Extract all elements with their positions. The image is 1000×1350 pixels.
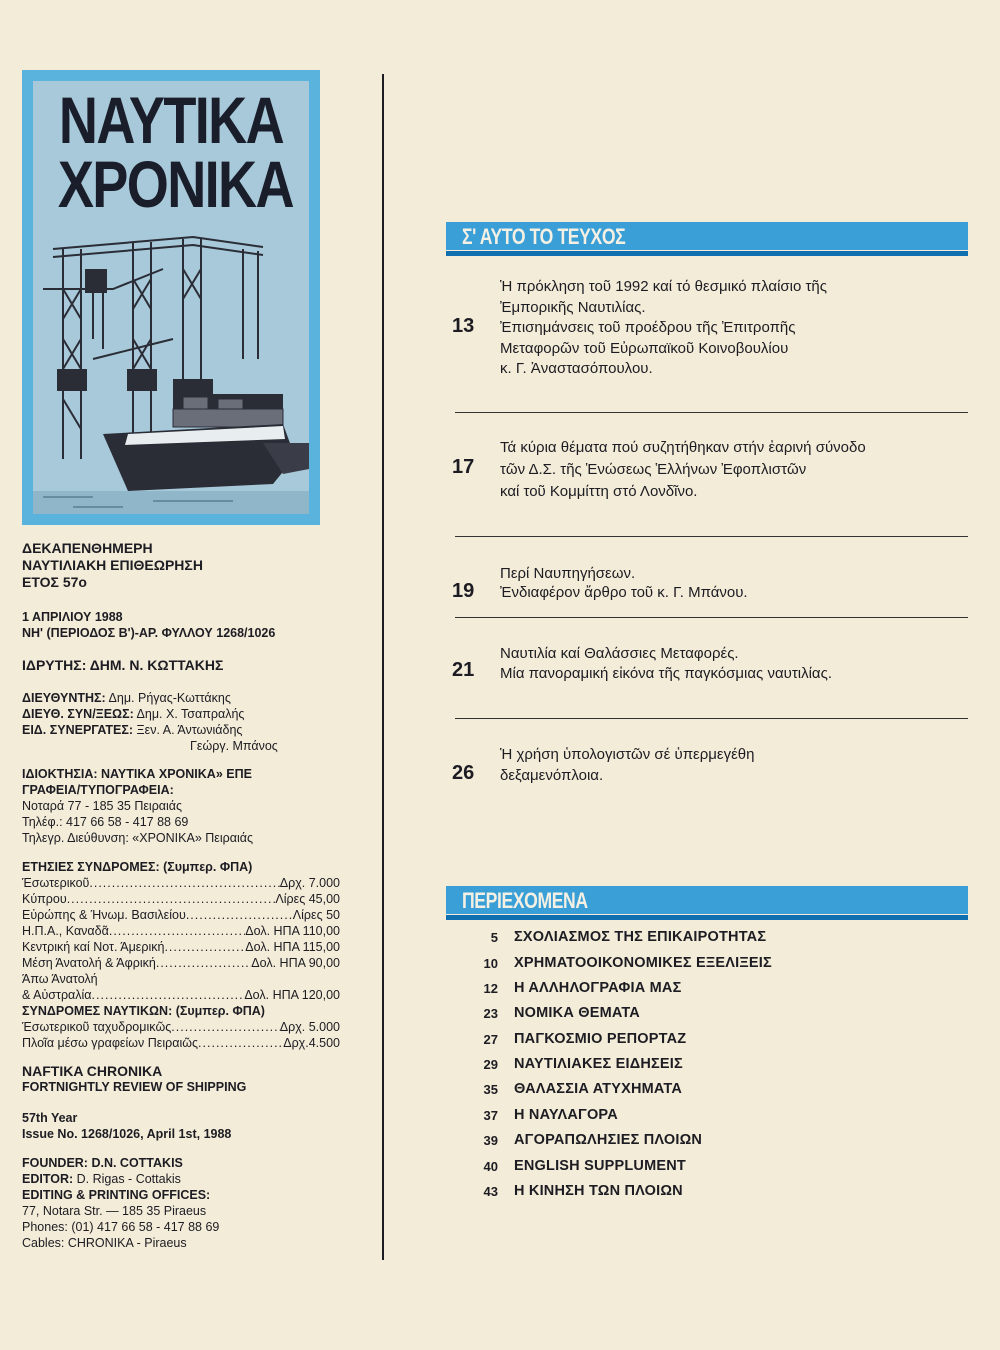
- pub-year: ΕΤΟΣ 57ο: [22, 574, 87, 590]
- english-cables: Cables: CHRONIKA - Piraeus: [22, 1236, 187, 1250]
- article-page-19: 19: [452, 580, 475, 602]
- contents-item: ΠΑΓΚΟΣΜΙΟ ΡΕΠΟΡΤΑΖ: [514, 1031, 687, 1047]
- contents-page: 10: [483, 956, 498, 971]
- contents-item: Η ΑΛΛΗΛΟΓΡΑΦΙΑ ΜΑΣ: [514, 980, 682, 996]
- owner: ΙΔΙΟΚΤΗΣΙΑ: ΝΑΥΤΙΚΑ ΧΡΟΝΙΚΑ» ΕΠΕ: [22, 767, 252, 781]
- article-page-13: 13: [452, 315, 475, 337]
- contents-page: 39: [483, 1133, 498, 1148]
- article-line: Ἡ πρόκληση τοῦ 1992 καί τό θεσμικό πλαίσιο τῆς: [500, 278, 827, 295]
- staff-director: ΔΙΕΥΘΥΝΤΗΣ: Δημ. Ρήγας-Κωττάκης: [22, 691, 231, 705]
- contents-page: 43: [483, 1184, 498, 1199]
- article-line: Ἐνδιαφέρον ἄρθρο τοῦ κ. Γ. Μπάνου.: [500, 584, 748, 601]
- article-line: Ἐπισημάνσεις τοῦ προέδρου τῆς Ἐπιτροπῆς: [500, 319, 796, 336]
- contents-page: 23: [483, 1006, 498, 1021]
- contents-item: ΘΑΛΑΣΣΙΑ ΑΤΥΧΗΜΑΤΑ: [514, 1081, 683, 1097]
- article-page-17: 17: [452, 456, 475, 478]
- article-line: καί τοῦ Κομμίττη στό Λονδῖνο.: [500, 483, 698, 500]
- contents-item: Η ΝΑΥΛΑΓΟΡΑ: [514, 1107, 618, 1123]
- rate-row-far-east: & Αὐστραλία ..... Δολ. ΗΠΑ 120,00: [22, 988, 340, 1003]
- contents-item: ΑΓΟΡΑΠΩΛΗΣΙΕΣ ΠΛΟΙΩΝ: [514, 1132, 703, 1148]
- subscriptions-title: ΕΤΗΣΙΕΣ ΣΥΝΔΡΟΜΕΣ: (Συμπερ. ΦΠΑ): [22, 860, 253, 874]
- article-separator: [455, 617, 968, 618]
- pub-issue: ΝΗ' (ΠΕΡΙΟΔΟΣ Β')-ΑΡ. ΦΥΛΛΟΥ 1268/1026: [22, 626, 276, 640]
- address: Νοταρά 77 - 185 35 Πειραιάς: [22, 799, 183, 813]
- english-issue: Issue No. 1268/1026, April 1st, 1988: [22, 1127, 232, 1141]
- masthead-line-1: ΝΑΥΤΙΚΑ: [58, 83, 284, 157]
- article-line: Ἡ χρήση ὑπολογιστῶν σέ ὑπερμεγέθη: [500, 746, 755, 763]
- staff-contrib: ΕΙΔ. ΣΥΝΕΡΓΑΤΕΣ: Ξεν. Α. Άντωνιάδης: [22, 723, 243, 737]
- rate-row: Μέση Άνατολή & Άφρική ..... Δολ. ΗΠΑ 90,00: [22, 956, 340, 971]
- article-line: Τά κύρια θέματα πού συζητήθηκαν στήν ἐαρινή σύνοδο: [500, 439, 866, 456]
- in-this-issue-heading-bar: [446, 222, 968, 250]
- contents-page: 37: [483, 1108, 498, 1123]
- contents-item: ΝΑΥΤΙΛΙΑΚΕΣ ΕΙΔΗΣΕΙΣ: [514, 1056, 683, 1072]
- contents-page: 27: [483, 1032, 498, 1047]
- offices: ΓΡΑΦΕΙΑ/ΤΥΠΟΓΡΑΦΕΙΑ:: [22, 783, 174, 797]
- article-line: Περί Ναυπηγήσεων.: [500, 565, 636, 582]
- contents-item: ΧΡΗΜΑΤΟΟΙΚΟΝΟΜΙΚΕΣ ΕΞΕΛΙΞΕΙΣ: [514, 955, 772, 971]
- english-editor: EDITOR: D. Rigas - Cottakis: [22, 1172, 181, 1186]
- contents-page: 29: [483, 1057, 498, 1072]
- rate-row: Έσωτερικοῦ ταχυδρομικῶς ..... Δρχ. 5.000: [22, 1020, 340, 1035]
- article-line: Μεταφορῶν τοῦ Εὐρωπαϊκοῦ Κοινοβουλίου: [500, 340, 789, 357]
- article-line: Μία πανοραμική εἰκόνα τῆς παγκόσμιας ναυτιλίας.: [500, 665, 832, 682]
- contents-heading: ΠΕΡΙΕΧΟΜΕΝΑ: [462, 888, 588, 913]
- staff-editor: ΔΙΕΥΘ. ΣΥΝ/ΞΕΩΣ: Δημ. Χ. Τσαπραλής: [22, 707, 245, 721]
- masthead-line-2: ΧΡΟΝΙΚΑ: [57, 147, 293, 221]
- in-this-issue-heading: Σ' ΑΥΤΟ ΤΟ ΤΕΥΧΟΣ: [462, 224, 626, 249]
- rate-row: Έσωτερικοῦ ..... Δρχ. 7.000: [22, 876, 340, 891]
- contents-item: Η ΚΙΝΗΣΗ ΤΩΝ ΠΛΟΙΩΝ: [514, 1183, 683, 1199]
- article-line: τῶν Δ.Σ. τῆς Ἑνώσεως Ἑλλήνων Ἐφοπλιστῶν: [500, 461, 807, 478]
- rate-row: Κύπρου ..... Λίρες 45,00: [22, 892, 340, 907]
- rate-row: Εὐρώπης & Ήνωμ. Βασιλείου ..... Λίρες 50: [22, 908, 340, 923]
- column-divider: [382, 74, 384, 1260]
- article-line: δεξαμενόπλοια.: [500, 767, 604, 784]
- rate-row: Πλοῖα μέσω γραφείων Πειραιῶς ..... Δρχ.4.500: [22, 1036, 340, 1051]
- contents-page: 12: [483, 981, 498, 996]
- contents-item: ΣΧΟΛΙΑΣΜΟΣ ΤΗΣ ΕΠΙΚΑΙΡΟΤΗΤΑΣ: [514, 929, 767, 945]
- article-line: Ἐμπορικῆς Ναυτιλίας.: [500, 299, 646, 316]
- english-address: 77, Notara Str. — 185 35 Piraeus: [22, 1204, 207, 1218]
- phone: Τηλέφ.: 417 66 58 - 417 88 69: [22, 815, 189, 829]
- article-line: Ναυτιλία καί Θαλάσσιες Μεταφορές.: [500, 645, 739, 662]
- english-offices: EDITING & PRINTING OFFICES:: [22, 1188, 211, 1202]
- pub-type-2: ΝΑΥΤΙΛΙΑΚΗ ΕΠΙΘΕΩΡΗΣΗ: [22, 557, 203, 573]
- english-year: 57th Year: [22, 1111, 78, 1125]
- contents-item: ENGLISH SUPPLUMENT: [514, 1158, 686, 1174]
- contents-page: 35: [483, 1082, 498, 1097]
- pub-date: 1 ΑΠΡΙΛΙΟΥ 1988: [22, 610, 123, 624]
- article-line: κ. Γ. Ἀναστασόπουλου.: [500, 360, 653, 377]
- rate-row: Η.Π.Α., Καναδᾶ ..... Δολ. ΗΠΑ 110,00: [22, 924, 340, 939]
- contents-page: 5: [490, 930, 498, 945]
- article-separator: [455, 718, 968, 719]
- ship-subscriptions-title: ΣΥΝΔΡΟΜΕΣ ΝΑΥΤΙΚΩΝ: (Συμπερ. ΦΠΑ): [22, 1004, 265, 1018]
- staff-contrib-2: Γεώργ. Μπάνος: [190, 739, 278, 753]
- article-separator: [455, 536, 968, 537]
- article-page-21: 21: [452, 659, 475, 681]
- english-phones: Phones: (01) 417 66 58 - 417 88 69: [22, 1220, 220, 1234]
- contents-page: 40: [483, 1159, 498, 1174]
- cover-image: [22, 70, 320, 525]
- pub-type-1: ΔΕΚΑΠΕΝΘΗΜΕΡΗ: [22, 540, 153, 556]
- far-east-label-1: Άπω Άνατολή: [22, 972, 98, 986]
- english-name: NAFTIKA CHRONIKA: [22, 1063, 163, 1079]
- english-tagline: FORTNIGHTLY REVIEW OF SHIPPING: [22, 1080, 247, 1094]
- pub-founder: ΙΔΡΥΤΗΣ: ΔΗΜ. Ν. ΚΩΤΤΑΚΗΣ: [22, 657, 224, 673]
- port-cranes-ship-illustration: [33, 229, 309, 514]
- article-separator: [455, 412, 968, 413]
- contents-item: ΝΟΜΙΚΑ ΘΕΜΑΤΑ: [514, 1005, 640, 1021]
- english-founder: FOUNDER: D.N. COTTAKIS: [22, 1156, 183, 1170]
- cable: Τηλεγρ. Διεύθυνση: «ΧΡΟΝΙΚΑ» Πειραιάς: [22, 831, 253, 845]
- contents-heading-bar: [446, 886, 968, 914]
- rate-row: Κεντρική καί Νοτ. Άμερική ..... Δολ. ΗΠΑ 115,00: [22, 940, 340, 955]
- article-page-26: 26: [452, 762, 475, 784]
- cover-inner: [33, 81, 309, 514]
